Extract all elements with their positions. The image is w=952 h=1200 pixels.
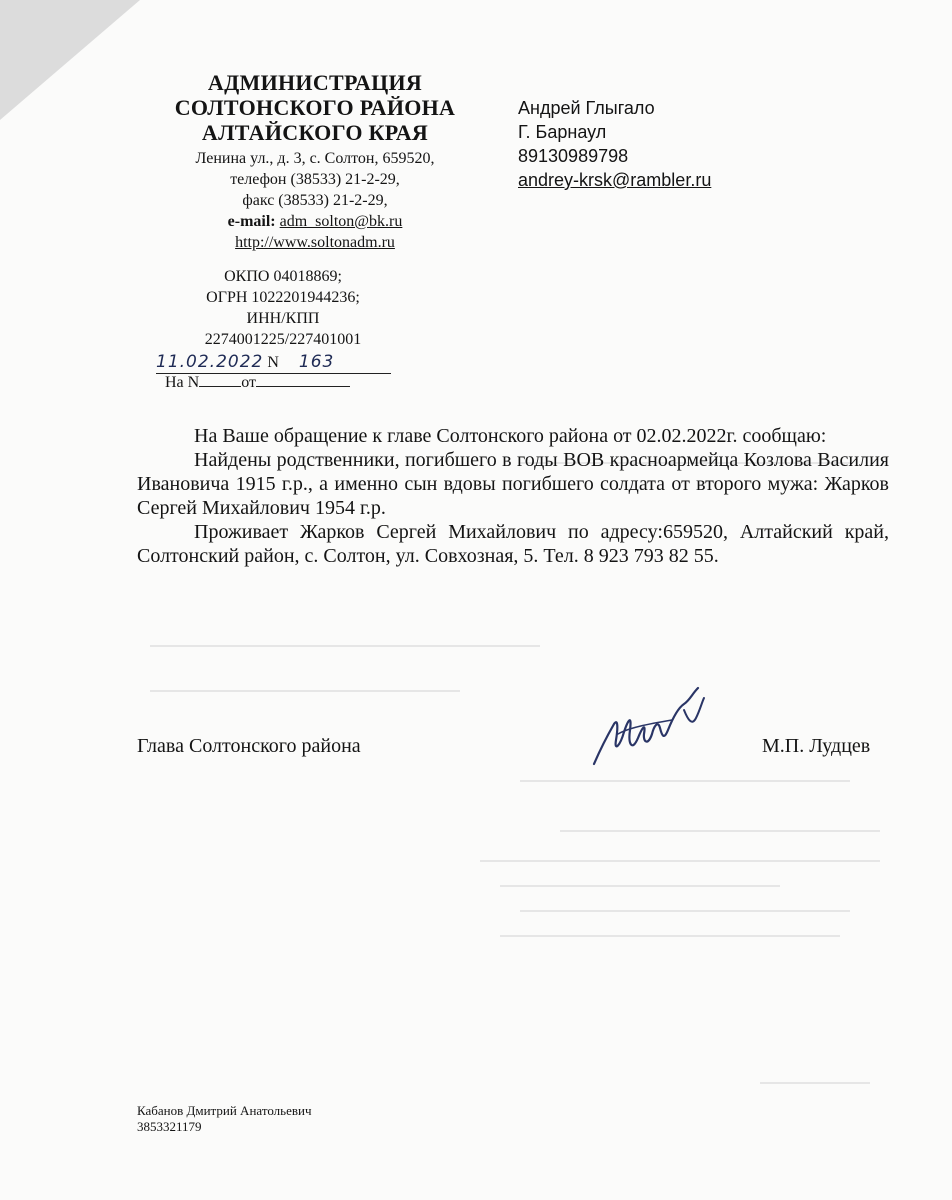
organization-contacts <box>150 148 480 253</box>
organization-title <box>150 70 480 145</box>
inn-value: 2274001225/227401001 <box>204 331 362 348</box>
inn-label: ИНН/КПП <box>246 310 320 327</box>
paragraph-2: Найдены родственники, погибшего в годы ВОВ красноармейца Козлова Василия Ивановича 1915 г.р., а именно сын вдовы погибшего солдата от второго мужа: Жарков Сергей Михайлович 1954 г.р. <box>137 449 889 519</box>
org-phone: телефон (38533) 21-2-29, <box>230 171 400 188</box>
email-label: e-mail: <box>227 213 276 230</box>
folded-corner <box>0 0 140 120</box>
org-email-row <box>150 211 480 232</box>
signatory-name: М.П. Лудцев <box>762 735 871 757</box>
handwritten-reg-number: 163 <box>298 352 335 372</box>
executor-name: Кабанов Дмитрий Анатольевич <box>137 1103 312 1118</box>
ref-number-blank <box>199 372 241 387</box>
signatory-position: Глава Солтонского района <box>137 735 361 757</box>
addressee-phone: 89130989798 <box>518 146 629 166</box>
paragraph-1: На Ваше обращение к главе Солтонского района от 02.02.2022г. сообщаю: <box>194 425 827 447</box>
ref-date-blank <box>256 372 350 387</box>
organization-codes <box>168 266 398 350</box>
org-line-2: СОЛТОНСКОГО РАЙОНА <box>174 95 456 120</box>
handwritten-reg-date: 11.02.2022 <box>156 352 264 372</box>
letter-body <box>137 424 889 568</box>
handwritten-signature-icon <box>588 680 718 775</box>
registration-line <box>156 352 391 374</box>
addressee-city: Г. Барнаул <box>518 122 607 142</box>
org-line-3: АЛТАЙСКОГО КРАЯ <box>201 120 429 145</box>
ogrn-code: ОГРН 1022201944236; <box>206 289 360 306</box>
ref-from-label: от <box>241 374 256 391</box>
org-address: Ленина ул., д. 3, с. Солтон, 659520, <box>195 150 435 167</box>
ref-prefix: На N <box>165 374 200 391</box>
addressee-name: Андрей Глыгало <box>518 98 655 118</box>
org-website-link[interactable]: http://www.soltonadm.ru <box>235 234 395 251</box>
reg-number-label: N <box>267 354 279 371</box>
org-fax: факс (38533) 21-2-29, <box>242 192 388 209</box>
addressee-email-link[interactable]: andrey-krsk@rambler.ru <box>518 170 712 190</box>
addressee-block <box>518 96 711 192</box>
org-line-1: АДМИНИСТРАЦИЯ <box>207 70 423 95</box>
executor-phone: 3853321179 <box>137 1119 202 1134</box>
org-email-link[interactable]: adm_solton@bk.ru <box>279 213 403 230</box>
reference-line <box>165 372 350 393</box>
executor-block <box>137 1103 312 1135</box>
okpo-code: ОКПО 04018869; <box>224 268 342 285</box>
paragraph-3: Проживает Жарков Сергей Михайлович по адресу:659520, Алтайский край, Солтонский район, с. Солтон, ул. Совхозная, 5. Тел. 8 923 793 82 55. <box>137 521 889 567</box>
